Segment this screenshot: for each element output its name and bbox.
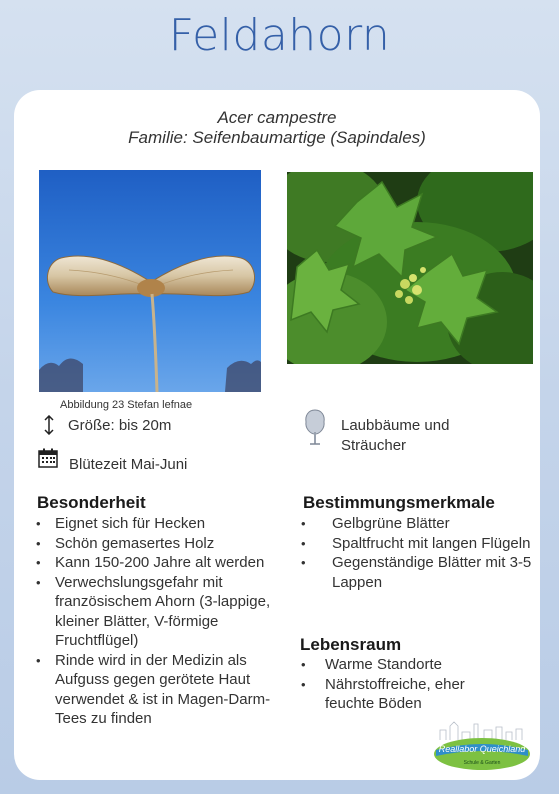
list-item: • Gelbgrüne Blätter bbox=[300, 514, 532, 534]
maple-leaves-photo bbox=[287, 172, 533, 364]
family-name: Familie: Seifenbaumartige (Sapindales) bbox=[128, 128, 426, 147]
size-text: Größe: bis 20m bbox=[68, 417, 172, 434]
list-item: • Verwechslungsgefahr mit französischem Ahorn (3-lappige, kleiner Blätter, V-förmige Fruchtflügel) bbox=[35, 573, 275, 651]
list-item: • Eignet sich für Hecken bbox=[35, 514, 275, 534]
logo-text: Reallabor Queichland bbox=[438, 744, 526, 754]
lebensraum-heading: Lebensraum bbox=[300, 635, 402, 654]
reallabor-logo bbox=[432, 720, 532, 772]
bloom-text: Blütezeit Mai-Juni bbox=[69, 456, 188, 473]
figure-caption: Abbildung 23 Stefan lefnae bbox=[60, 399, 193, 411]
lebensraum-list bbox=[300, 655, 500, 714]
list-item: • Rinde wird in der Medizin als Aufguss gegen gerötete Haut verwendet & ist in Magen-Darm-Tees zu finden bbox=[35, 651, 275, 729]
tree-icon bbox=[303, 408, 327, 451]
list-item: • Schön gemasertes Holz bbox=[35, 534, 275, 554]
calendar-icon bbox=[38, 448, 58, 473]
info-card bbox=[14, 90, 540, 780]
besonderheit-list bbox=[35, 514, 275, 729]
besonderheit-heading: Besonderheit bbox=[37, 493, 146, 512]
logo-subtext: Schule & Garten bbox=[463, 760, 501, 766]
category-line2: Sträucher bbox=[341, 437, 407, 454]
maple-seed-photo bbox=[39, 170, 261, 392]
list-item: • Kann 150-200 Jahre alt werden bbox=[35, 553, 275, 573]
list-item: • Spaltfrucht mit langen Flügeln bbox=[300, 534, 532, 554]
height-arrow-icon bbox=[43, 415, 55, 440]
list-item: • Warme Standorte bbox=[300, 655, 500, 675]
category-line1: Laubbäume und bbox=[341, 417, 450, 434]
latin-name: Acer campestre bbox=[217, 108, 337, 127]
list-item: • Gegenständige Blätter mit 3-5 Lappen bbox=[300, 553, 532, 592]
page-title: Feldahorn bbox=[168, 10, 391, 61]
bestimmung-heading: Bestimmungsmerkmale bbox=[303, 493, 495, 512]
bestimmung-list bbox=[300, 514, 532, 592]
list-item: • Nährstoffreiche, eher feuchte Böden bbox=[300, 675, 500, 714]
